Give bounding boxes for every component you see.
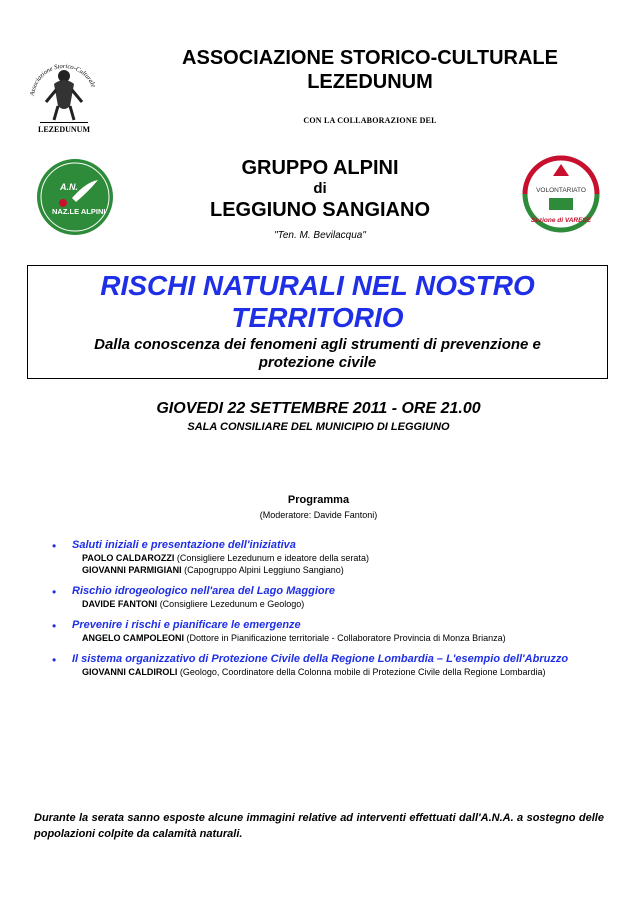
tenente-dedication: "Ten. M. Bevilacqua"	[274, 230, 366, 241]
logo-arc-text: Associazione Storico-Culturale	[29, 62, 97, 97]
programma-list	[50, 539, 605, 687]
lezedunum-logo	[24, 46, 104, 138]
bullet-icon: •	[52, 539, 57, 553]
speaker	[72, 598, 605, 610]
volont-text: VOLONTARIATO	[536, 187, 586, 194]
speaker-name: GIOVANNI PARMIGIANI	[82, 565, 182, 575]
speaker	[72, 666, 605, 678]
main-subtitle-line2: protezione civile	[258, 354, 377, 371]
main-title	[28, 270, 607, 334]
collaboration-note: CON LA COLLABORAZIONE DEL	[303, 116, 437, 125]
ana-logo	[36, 158, 114, 236]
main-title-line1: RISCHI NATURALI NEL NOSTRO	[100, 270, 535, 301]
moderatore: (Moderatore: Davide Fantoni)	[259, 510, 378, 520]
bullet-icon: •	[52, 653, 57, 667]
speaker	[72, 564, 605, 576]
list-item	[50, 539, 605, 576]
item-title: Il sistema organizzativo di Protezione Civile della Regione Lombardia – L'esempio dell'Abruzzo	[72, 653, 569, 665]
volontariato-logo	[521, 154, 601, 234]
event-date: GIOVEDI 22 SETTEMBRE 2011 - ORE 21.00	[156, 400, 481, 417]
speaker	[72, 552, 605, 564]
association-name: ASSOCIAZIONE STORICO-CULTURALE	[182, 47, 558, 69]
association-title	[120, 46, 620, 94]
speaker-name: DAVIDE FANTONI	[82, 599, 158, 609]
logo-label: LEZEDUNUM	[37, 125, 91, 134]
item-title: Prevenire i rischi e pianificare le emergenze	[72, 619, 301, 631]
association-subname: LEZEDUNUM	[307, 71, 433, 93]
bullet-icon: •	[52, 619, 57, 633]
speaker-name: GIOVANNI CALDIROLI	[82, 667, 178, 677]
programma-heading: Programma	[287, 494, 350, 506]
list-item	[50, 653, 605, 678]
bullet-icon: •	[52, 585, 57, 599]
event-place: SALA CONSILIARE DEL MUNICIPIO DI LEGGIUNO	[187, 421, 450, 433]
main-title-box	[27, 265, 608, 379]
main-subtitle	[28, 336, 607, 372]
ana-text-top: A.N.	[60, 182, 78, 192]
speaker-role: (Dottore in Pianificazione territoriale - Collaboratore Provincia di Monza Brianza)	[184, 633, 506, 643]
volont-bottom: Sezione di VARESE	[530, 217, 592, 224]
speaker	[72, 632, 605, 644]
main-title-line2: TERRITORIO	[231, 302, 404, 333]
gruppo-title: GRUPPO ALPINI	[241, 157, 399, 179]
gruppo-alpini-block	[150, 156, 490, 222]
speaker-role: (Capogruppo Alpini Leggiuno Sangiano)	[181, 565, 344, 575]
gruppo-location: LEGGIUNO SANGIANO	[209, 199, 430, 221]
speaker-role: (Consigliere Lezedunum e Geologo)	[157, 599, 305, 609]
item-title: Rischio idrogeologico nell'area del Lago Maggiore	[72, 585, 335, 597]
footer-note: Durante la serata sanno esposte alcune immagini relative ad interventi effettuati dall'A.N.A. a sostegno delle popolazioni colpite da calamità naturali.	[34, 812, 604, 840]
gruppo-di: di	[313, 180, 327, 197]
speaker-role: (Consigliere Lezedunum e ideatore della serata)	[174, 553, 369, 563]
list-item	[50, 619, 605, 644]
speaker-name: PAOLO CALDAROZZI	[82, 553, 175, 563]
main-subtitle-line1: Dalla conoscenza dei fenomeni agli strumenti di prevenzione e	[94, 336, 541, 353]
speaker-role: (Geologo, Coordinatore della Colonna mobile di Protezione Civile della Regione Lombardia)	[177, 667, 546, 677]
item-title: Saluti iniziali e presentazione dell'iniziativa	[72, 539, 296, 551]
list-item	[50, 585, 605, 610]
ana-text-bottom: NAZ.LE ALPINI	[52, 207, 106, 216]
speaker-name: ANGELO CAMPOLEONI	[82, 633, 185, 643]
